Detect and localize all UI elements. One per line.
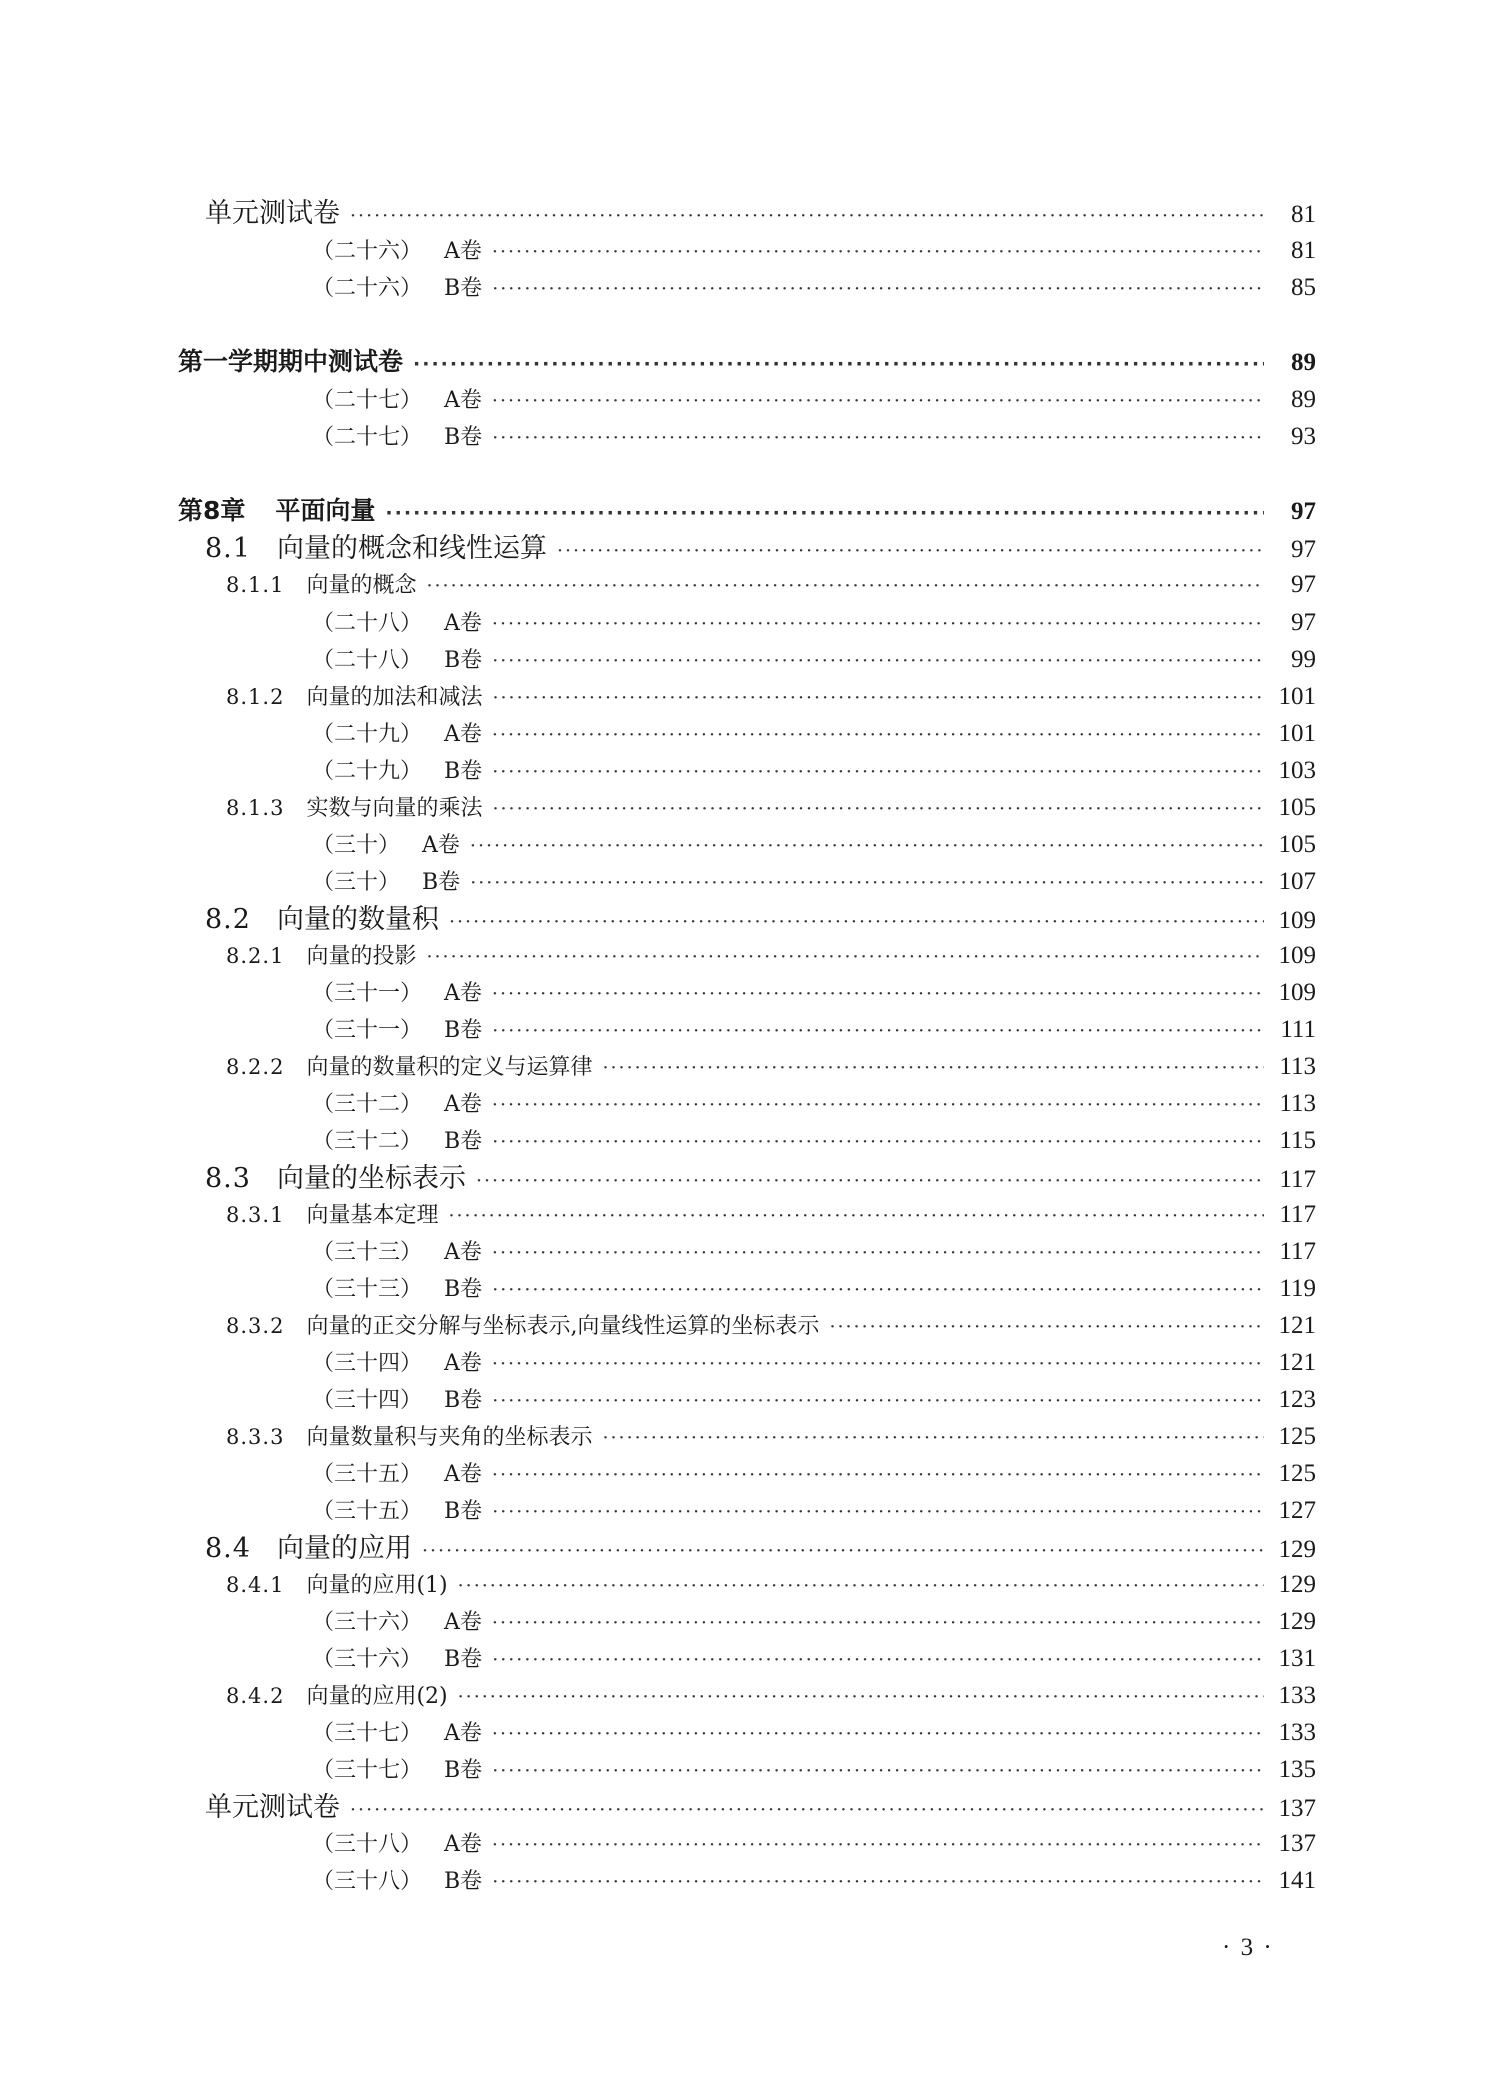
entry-page-number: 125 bbox=[1278, 1460, 1316, 1487]
dot-leader bbox=[492, 1651, 1264, 1670]
dot-leader bbox=[492, 1096, 1264, 1115]
entry-label bbox=[226, 1427, 592, 1449]
paper-entry[interactable] bbox=[312, 758, 1316, 783]
entry-label bbox=[226, 687, 482, 709]
dot-leader bbox=[350, 1801, 1264, 1820]
entry-label bbox=[312, 1279, 482, 1301]
entry-label bbox=[312, 1131, 482, 1153]
subsection-entry[interactable] bbox=[226, 1572, 1316, 1597]
entry-label bbox=[178, 349, 403, 374]
entry-number: （三十三） bbox=[312, 1277, 423, 1302]
dot-leader bbox=[492, 1392, 1264, 1411]
entry-label bbox=[312, 1242, 482, 1264]
paper-entry[interactable] bbox=[312, 1831, 1316, 1856]
entry-label bbox=[312, 983, 482, 1005]
dot-leader bbox=[422, 1542, 1264, 1561]
paper-entry[interactable] bbox=[312, 1609, 1316, 1634]
entry-label bbox=[312, 1723, 482, 1745]
unit-test-entry[interactable] bbox=[205, 200, 1316, 227]
entry-page-number: 97 bbox=[1291, 536, 1316, 563]
entry-page-number: 111 bbox=[1280, 1016, 1316, 1043]
entry-page-number: 131 bbox=[1278, 1645, 1316, 1672]
dot-leader bbox=[449, 913, 1264, 932]
entry-title: A卷 bbox=[444, 981, 482, 1006]
entry-number: （二十六） bbox=[312, 276, 423, 301]
entry-page-number: 101 bbox=[1278, 720, 1316, 747]
entry-page-number: 109 bbox=[1278, 907, 1316, 934]
entry-page-number: 105 bbox=[1278, 794, 1316, 821]
entry-label bbox=[226, 1057, 592, 1079]
entry-number: （三十五） bbox=[312, 1499, 423, 1524]
entry-label bbox=[312, 1464, 482, 1486]
entry-number: 8.1.1 bbox=[226, 573, 285, 597]
entry-title: 向量的应用(1) bbox=[306, 1573, 448, 1598]
dot-leader bbox=[492, 280, 1264, 299]
entry-title: 向量的概念和线性运算 bbox=[276, 533, 547, 564]
entry-label bbox=[312, 1020, 482, 1042]
entry-title: B卷 bbox=[444, 1499, 483, 1524]
entry-title: B卷 bbox=[422, 870, 461, 895]
entry-number: （二十七） bbox=[312, 388, 423, 413]
entry-page-number: 109 bbox=[1278, 942, 1316, 969]
dot-leader bbox=[492, 243, 1264, 262]
entry-title: 向量的正交分解与坐标表示,向量线性运算的坐标表示 bbox=[306, 1314, 820, 1339]
entry-number: （三十一） bbox=[312, 981, 423, 1006]
entry-page-number: 133 bbox=[1278, 1719, 1316, 1746]
entry-page-number: 117 bbox=[1279, 1166, 1316, 1193]
section-entry[interactable] bbox=[205, 535, 1316, 562]
paper-entry[interactable] bbox=[312, 647, 1316, 672]
paper-entry[interactable] bbox=[312, 1091, 1316, 1116]
entry-page-number: 129 bbox=[1278, 1536, 1316, 1563]
entry-title: 向量的数量积的定义与运算律 bbox=[306, 1055, 593, 1080]
entry-title: B卷 bbox=[444, 759, 483, 784]
entry-title: B卷 bbox=[444, 276, 483, 301]
entry-label bbox=[312, 724, 482, 746]
dot-leader bbox=[492, 1614, 1264, 1633]
entry-number: （三十四） bbox=[312, 1388, 423, 1413]
entry-page-number: 129 bbox=[1278, 1608, 1316, 1635]
section-entry[interactable] bbox=[205, 906, 1316, 933]
subsection-entry[interactable] bbox=[226, 572, 1316, 597]
entry-title: A卷 bbox=[444, 1351, 482, 1376]
paper-entry[interactable] bbox=[312, 1276, 1316, 1301]
entry-page-number: 121 bbox=[1278, 1349, 1316, 1376]
entry-label bbox=[312, 1501, 482, 1523]
entry-number: （二十九） bbox=[312, 722, 423, 747]
paper-entry[interactable] bbox=[312, 1757, 1316, 1782]
dot-leader bbox=[426, 948, 1264, 967]
entry-title: 第一学期期中测试卷 bbox=[178, 347, 404, 376]
entry-label bbox=[226, 798, 482, 820]
entry-number: （二十六） bbox=[312, 239, 423, 264]
entry-page-number: 125 bbox=[1278, 1423, 1316, 1450]
entry-title: A卷 bbox=[444, 1092, 482, 1117]
entry-number: （三十七） bbox=[312, 1758, 423, 1783]
dot-leader bbox=[413, 355, 1264, 374]
entry-number: 8.3.3 bbox=[226, 1425, 285, 1449]
entry-title: A卷 bbox=[444, 1462, 482, 1487]
entry-number: （三十六） bbox=[312, 1610, 423, 1635]
paper-entry[interactable] bbox=[312, 1387, 1316, 1412]
entry-label bbox=[312, 761, 482, 783]
entry-page-number: 133 bbox=[1278, 1682, 1316, 1709]
paper-entry[interactable] bbox=[312, 610, 1316, 635]
entry-number: （三十八） bbox=[312, 1832, 423, 1857]
dot-leader bbox=[492, 1503, 1264, 1522]
dot-leader bbox=[470, 874, 1264, 893]
entry-label bbox=[312, 1760, 482, 1782]
paper-entry[interactable] bbox=[312, 1720, 1316, 1745]
dot-leader bbox=[492, 1133, 1264, 1152]
entry-title: B卷 bbox=[444, 1277, 483, 1302]
entry-title: A卷 bbox=[444, 722, 482, 747]
entry-title: B卷 bbox=[444, 1758, 483, 1783]
subsection-entry[interactable] bbox=[226, 795, 1316, 820]
entry-number: （二十八） bbox=[312, 611, 423, 636]
dot-leader bbox=[476, 1172, 1264, 1191]
entry-page-number: 81 bbox=[1291, 201, 1316, 228]
entry-title: B卷 bbox=[444, 648, 483, 673]
entry-number: 8.4 bbox=[205, 1533, 251, 1564]
entry-title: A卷 bbox=[422, 833, 460, 858]
entry-page-number: 121 bbox=[1278, 1312, 1316, 1339]
paper-entry[interactable] bbox=[312, 1017, 1316, 1042]
entry-page-number: 141 bbox=[1278, 1867, 1316, 1894]
entry-page-number: 89 bbox=[1291, 349, 1316, 376]
entry-label bbox=[312, 241, 482, 263]
entry-title: 向量的应用(2) bbox=[306, 1684, 448, 1709]
dot-leader bbox=[492, 1022, 1264, 1041]
entry-page-number: 129 bbox=[1278, 1571, 1316, 1598]
entry-title: A卷 bbox=[444, 611, 482, 636]
entry-label bbox=[312, 872, 460, 894]
entry-page-number: 137 bbox=[1278, 1795, 1316, 1822]
dot-leader bbox=[458, 1577, 1264, 1596]
dot-leader bbox=[492, 689, 1264, 708]
entry-page-number: 119 bbox=[1279, 1275, 1316, 1302]
entry-page-number: 137 bbox=[1278, 1830, 1316, 1857]
entry-title: A卷 bbox=[444, 239, 482, 264]
paper-entry[interactable] bbox=[312, 721, 1316, 746]
entry-label bbox=[226, 575, 416, 597]
entry-title: B卷 bbox=[444, 425, 483, 450]
entry-label bbox=[312, 278, 482, 300]
dot-leader bbox=[492, 800, 1264, 819]
dot-leader bbox=[492, 1281, 1264, 1300]
midterm-entry[interactable] bbox=[178, 349, 1316, 375]
paper-entry[interactable] bbox=[312, 1646, 1316, 1671]
entry-page-number: 97 bbox=[1291, 571, 1316, 598]
entry-page-number: 89 bbox=[1291, 386, 1316, 413]
entry-label bbox=[312, 1094, 482, 1116]
dot-leader bbox=[492, 1873, 1264, 1892]
entry-number: （三十七） bbox=[312, 1721, 423, 1746]
unit-test-entry[interactable] bbox=[205, 1794, 1316, 1821]
entry-page-number: 85 bbox=[1291, 274, 1316, 301]
entry-label bbox=[226, 946, 416, 968]
entry-title: A卷 bbox=[444, 1610, 482, 1635]
entry-page-number: 103 bbox=[1278, 757, 1316, 784]
dot-leader bbox=[829, 1318, 1264, 1337]
entry-page-number: 81 bbox=[1291, 237, 1316, 264]
entry-page-number: 113 bbox=[1279, 1090, 1316, 1117]
section-entry[interactable] bbox=[205, 1535, 1316, 1562]
entry-label bbox=[205, 906, 439, 933]
entry-label bbox=[205, 1165, 466, 1192]
entry-number: 8.2.2 bbox=[226, 1055, 285, 1079]
entry-label bbox=[226, 1686, 448, 1708]
entry-number: （二十九） bbox=[312, 759, 423, 784]
subsection-entry[interactable] bbox=[226, 943, 1316, 968]
section-entry[interactable] bbox=[205, 1165, 1316, 1192]
entry-label bbox=[312, 427, 482, 449]
paper-entry[interactable] bbox=[312, 869, 1316, 894]
dot-leader bbox=[458, 1688, 1264, 1707]
entry-page-number: 105 bbox=[1278, 831, 1316, 858]
entry-title: 向量的投影 bbox=[306, 944, 417, 969]
entry-label bbox=[312, 1612, 482, 1634]
entry-label bbox=[178, 498, 375, 523]
entry-number: 8.1.3 bbox=[226, 796, 285, 820]
entry-number: 8.1.2 bbox=[226, 685, 285, 709]
entry-page-number: 109 bbox=[1278, 979, 1316, 1006]
paper-entry[interactable] bbox=[312, 832, 1316, 857]
entry-page-number: 135 bbox=[1278, 1756, 1316, 1783]
entry-title: B卷 bbox=[444, 1647, 483, 1672]
paper-entry[interactable] bbox=[312, 1239, 1316, 1264]
entry-label bbox=[312, 1834, 482, 1856]
entry-number: 8.2.1 bbox=[226, 944, 285, 968]
dot-leader bbox=[492, 652, 1264, 671]
entry-title: B卷 bbox=[444, 1869, 483, 1894]
dot-leader bbox=[492, 763, 1264, 782]
dot-leader bbox=[557, 542, 1264, 561]
entry-title: B卷 bbox=[444, 1018, 483, 1043]
entry-title: 向量的坐标表示 bbox=[276, 1163, 466, 1194]
dot-leader bbox=[492, 615, 1264, 634]
entry-label bbox=[312, 1649, 482, 1671]
entry-title: A卷 bbox=[444, 388, 482, 413]
entry-page-number: 115 bbox=[1279, 1127, 1316, 1154]
dot-leader bbox=[492, 1355, 1264, 1374]
entry-number: （三十六） bbox=[312, 1647, 423, 1672]
entry-title: A卷 bbox=[444, 1832, 482, 1857]
subsection-entry[interactable] bbox=[226, 1202, 1316, 1227]
entry-number: （二十七） bbox=[312, 425, 423, 450]
entry-number: （三十二） bbox=[312, 1092, 423, 1117]
entry-title: 单元测试卷 bbox=[205, 1792, 340, 1823]
entry-label bbox=[312, 1871, 482, 1893]
entry-label bbox=[205, 200, 340, 227]
entry-number: （三十） bbox=[312, 833, 401, 858]
paper-entry[interactable] bbox=[312, 387, 1316, 412]
entry-number: 8.4.1 bbox=[226, 1573, 285, 1597]
entry-label bbox=[226, 1575, 448, 1597]
entry-label bbox=[205, 1794, 340, 1821]
dot-leader bbox=[492, 985, 1264, 1004]
entry-title: 向量数量积与夹角的坐标表示 bbox=[306, 1425, 593, 1450]
entry-label bbox=[312, 650, 482, 672]
entry-page-number: 97 bbox=[1291, 498, 1316, 525]
entry-number: 8.4.2 bbox=[226, 1684, 285, 1708]
entry-title: 单元测试卷 bbox=[205, 198, 340, 229]
entry-label bbox=[205, 1535, 412, 1562]
entry-label bbox=[312, 1353, 482, 1375]
dot-leader bbox=[385, 504, 1264, 523]
dot-leader bbox=[492, 429, 1264, 448]
entry-page-number: 97 bbox=[1291, 609, 1316, 636]
entry-page-number: 127 bbox=[1278, 1497, 1316, 1524]
entry-title: 向量的加法和减法 bbox=[306, 685, 483, 710]
subsection-entry[interactable] bbox=[226, 1424, 1316, 1449]
dot-leader bbox=[492, 1725, 1264, 1744]
paper-entry[interactable] bbox=[312, 238, 1316, 263]
entry-label bbox=[312, 613, 482, 635]
entry-label bbox=[205, 535, 547, 562]
entry-title: A卷 bbox=[444, 1240, 482, 1265]
dot-leader bbox=[426, 577, 1264, 596]
entry-number: （三十二） bbox=[312, 1129, 423, 1154]
entry-number: 8.1 bbox=[205, 533, 251, 564]
dot-leader bbox=[492, 1762, 1264, 1781]
dot-leader bbox=[492, 1466, 1264, 1485]
paper-entry[interactable] bbox=[312, 424, 1316, 449]
entry-label bbox=[312, 390, 482, 412]
entry-page-number: 93 bbox=[1291, 423, 1316, 450]
entry-number: （三十一） bbox=[312, 1018, 423, 1043]
dot-leader bbox=[448, 1207, 1264, 1226]
entry-title: 向量的应用 bbox=[276, 1533, 412, 1564]
paper-entry[interactable] bbox=[312, 1498, 1316, 1523]
entry-title: 向量基本定理 bbox=[306, 1203, 439, 1228]
entry-title: 向量的数量积 bbox=[276, 904, 439, 935]
entry-number: 8.3 bbox=[205, 1163, 251, 1194]
paper-entry[interactable] bbox=[312, 1350, 1316, 1375]
paper-entry[interactable] bbox=[312, 275, 1316, 300]
entry-page-number: 99 bbox=[1291, 646, 1316, 673]
entry-number: 第8章 bbox=[178, 496, 246, 525]
entry-page-number: 117 bbox=[1279, 1201, 1316, 1228]
entry-number: 8.3.2 bbox=[226, 1314, 285, 1338]
entry-title: 向量的概念 bbox=[306, 573, 417, 598]
entry-page-number: 113 bbox=[1279, 1053, 1316, 1080]
paper-entry[interactable] bbox=[312, 1128, 1316, 1153]
entry-number: （二十八） bbox=[312, 648, 423, 673]
dot-leader bbox=[492, 1836, 1264, 1855]
entry-label bbox=[226, 1316, 819, 1338]
dot-leader bbox=[350, 207, 1264, 226]
entry-number: （三十四） bbox=[312, 1351, 423, 1376]
entry-label bbox=[312, 1390, 482, 1412]
entry-page-number: 117 bbox=[1279, 1238, 1316, 1265]
dot-leader bbox=[492, 1244, 1264, 1263]
paper-entry[interactable] bbox=[312, 1868, 1316, 1893]
dot-leader bbox=[602, 1059, 1264, 1078]
page-number: · 3 · bbox=[1222, 1934, 1274, 1961]
entry-title: B卷 bbox=[444, 1129, 483, 1154]
entry-number: （三十八） bbox=[312, 1869, 423, 1894]
chapter-entry[interactable] bbox=[178, 498, 1316, 524]
paper-entry[interactable] bbox=[312, 1461, 1316, 1486]
subsection-entry[interactable] bbox=[226, 1313, 1316, 1338]
entry-page-number: 107 bbox=[1278, 868, 1316, 895]
dot-leader bbox=[492, 726, 1264, 745]
entry-number: （三十） bbox=[312, 870, 401, 895]
entry-page-number: 123 bbox=[1278, 1386, 1316, 1413]
entry-label bbox=[226, 1205, 438, 1227]
entry-number: （三十三） bbox=[312, 1240, 423, 1265]
entry-number: （三十五） bbox=[312, 1462, 423, 1487]
entry-title: 实数与向量的乘法 bbox=[306, 796, 483, 821]
dot-leader bbox=[492, 392, 1264, 411]
subsection-entry[interactable] bbox=[226, 1054, 1316, 1079]
entry-number: 8.2 bbox=[205, 904, 251, 935]
entry-page-number: 101 bbox=[1278, 683, 1316, 710]
dot-leader bbox=[602, 1429, 1264, 1448]
entry-title: 平面向量 bbox=[275, 496, 376, 525]
paper-entry[interactable] bbox=[312, 980, 1316, 1005]
subsection-entry[interactable] bbox=[226, 1683, 1316, 1708]
subsection-entry[interactable] bbox=[226, 684, 1316, 709]
dot-leader bbox=[470, 837, 1264, 856]
entry-title: B卷 bbox=[444, 1388, 483, 1413]
entry-number: 8.3.1 bbox=[226, 1203, 285, 1227]
entry-label bbox=[312, 835, 460, 857]
entry-title: A卷 bbox=[444, 1721, 482, 1746]
